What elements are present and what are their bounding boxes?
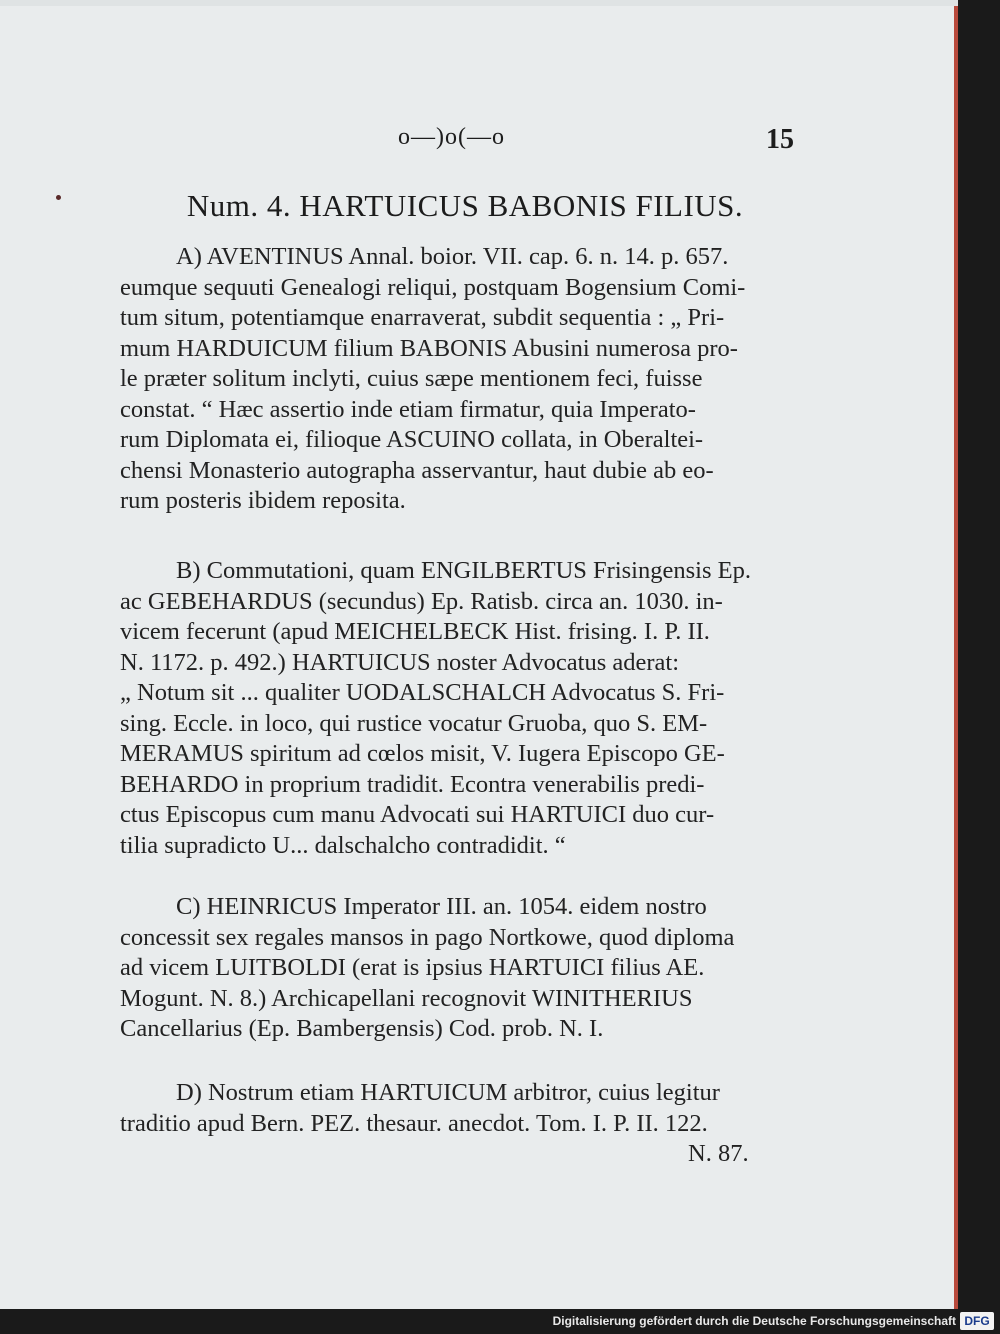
text-line: Cancellarius (Ep. Bambergensis) Cod. prob. N. I. [120,1015,604,1042]
text-line: A) AVENTINUS Annal. boior. VII. cap. 6. n. 14. p. 657. [176,243,729,270]
text-line: traditio apud Bern. PEZ. thesaur. anecdot. Tom. I. P. II. 122. [120,1109,708,1137]
text-line: MERAMUS spiritum ad cœlos misit, V. Iugera Episcopo GE- [120,740,725,767]
text-line: B) Commutationi, quam ENGILBERTUS Frisingensis Ep. [176,557,751,584]
text-line: D) Nostrum etiam HARTUICUM arbitror, cuius legitur [176,1079,720,1106]
text-line: tilia supradicto U... dalschalcho contradidit. “ [120,831,566,859]
catchword: N. 87. [688,1140,749,1167]
text-line: sing. Eccle. in loco, qui rustice vocatur Gruoba, quo S. EM- [120,709,708,737]
text-line: ac GEBEHARDUS (secundus) Ep. Ratisb. circa an. 1030. in- [120,587,723,615]
text-line: vicem fecerunt (apud MEICHELBECK Hist. frising. I. P. II. [120,618,710,645]
text-line: „ Notum sit ... qualiter UODALSCHALCH Advocatus S. Fri- [120,679,725,706]
text-line: chensi Monasterio autographa asservantur, haut dubie ab eo- [120,456,714,484]
dfg-logo-icon: DFG [960,1312,994,1330]
text-line: ad vicem LUITBOLDI (erat is ipsius HARTUICI filius AE. [120,954,705,981]
paragraph-c [120,892,810,1045]
text-line: BEHARDO in proprium tradidit. Econtra venerabilis predi- [120,770,705,798]
text-line: rum Diplomata ei, filioque ASCUINO collata, in Oberaltei- [120,426,704,453]
text-line: tum situm, potentiamque enarraverat, subdit sequentia : „ Pri- [120,304,725,331]
text-line: le præter solitum inclyti, cuius sæpe mentionem feci, fuisse [120,365,703,392]
paragraph-a [120,242,810,517]
page-edge [0,0,958,6]
paragraph-b [120,556,810,861]
text-line: N. 1172. p. 492.) HARTUICUS noster Advocatus aderat: [120,648,680,676]
text-line: Mogunt. N. 8.) Archicapellani recognovit WINITHERIUS [120,984,693,1012]
text-line: C) HEINRICUS Imperator III. an. 1054. eidem nostro [176,893,707,920]
text-line: concessit sex regales mansos in pago Nortkowe, quod diploma [120,923,735,951]
text-line: mum HARDUICUM filium BABONIS Abusini numerosa pro- [120,334,738,362]
page-number: 15 [766,124,794,155]
text-line: eumque sequuti Genealogi reliqui, postquam Bogensium Comi- [120,273,746,301]
footer-credit: Digitalisierung gefördert durch die Deutsche Forschungsgemeinschaft [552,1314,956,1328]
header-ornament: o—)o(—o [398,124,505,150]
page-title: Num. 4. HARTUICUS BABONIS FILIUS. [186,188,744,223]
text-line: rum posteris ibidem reposita. [120,487,406,514]
text-line: ctus Episcopus cum manu Advocati sui HARTUICI duo cur- [120,801,715,828]
paragraph-d [120,1078,810,1139]
text-line: constat. “ Hæc assertio inde etiam firmatur, quia Imperato- [120,395,696,423]
